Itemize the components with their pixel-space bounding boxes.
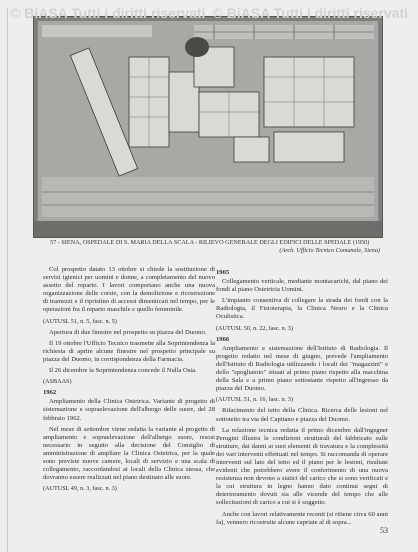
paragraph: La relazione tecnica redatta il primo dicembre dall'ingegner Perugini illustra le condizioni strutturali del fabbricato sulle strutture, dai danni ai suoi elementi di travatura e la complessità dei vari interventi effettuati nel tempo. Si raccomanda di operare interventi sul lato del tetto ed il piano per le lesioni, risultate evidenti che potrebbero avere il conferimento di una nuova resistenza non devono a statici del carico che si sono verificati e la cui struttura in legno hanno dato continui segni di deterioramento dovuti sia alle vicende del tempo che alle sollecitazioni di carico a cui si è soggetto. xyxy=(216,426,388,507)
paragraph: Ampliamento e sistemazione dell'Istituto di Radiologia. Il progetto redatto nel mese di giugno, prevede l'ampliamento dell'Istituto di Radiologia utilizzando i locali dei "magazzini" e dello "spogliatoio" situati al primo piano rispetto alla macchina della Sala e a primo piano sottostante rispetto all'ingresso da piazza del Duomo. xyxy=(216,344,388,393)
left-text-column xyxy=(43,266,215,496)
archive-reference: (AUTUSL 51, n. 16, fasc. n. 3) xyxy=(216,396,293,404)
plan-drawing xyxy=(34,17,382,237)
paragraph: Nel mese di settembre viene redatta la variante al progetto di ampliamento e sopraelevazione dell'albergo suore, resosi necessario in seguito alla decisione del Consiglio di amministrazione di ampliare la Clinica Ostetrica, per la quale sono previste nuove camere, locali di servizio e una scala di collegamento, raccordandosi ai locali della Clinica stessa, che dovranno essere realizzati nel piano destinato alle suore. xyxy=(43,425,215,482)
paragraph: Rifacimento del tetto della Clinica. Ricerca delle lesioni nel sottotetto tra via del Capitano e piazza del Duomo. xyxy=(216,407,388,423)
paragraph: Collegamento verticale, mediante montacarichi, dal piano dei fondi al piano Ostetricia Uomini. xyxy=(216,278,388,294)
year-heading: 1966 xyxy=(216,335,230,343)
page-number: 53 xyxy=(380,526,388,535)
right-text-column xyxy=(216,266,388,530)
figure-caption xyxy=(50,239,380,255)
paragraph: Il 19 ottobre l'Ufficio Tecnico trasmette alla Soprintendenza la richiesta di aprire alcune finestre nel prospetto principale su piazza del Duomo, in corrispondenza della Farmacia. xyxy=(43,339,215,363)
paragraph: Il 26 dicembre la Soprintendenza concede il Nulla Osta. xyxy=(49,367,197,375)
architectural-plan-image xyxy=(33,16,383,238)
archive-reference: (AUTUSL 50, n. 22, fasc. n. 3) xyxy=(216,324,293,332)
paragraph: Apertura di due finestre nel prospetto su piazza del Duomo. xyxy=(49,328,207,336)
paragraph: Col prospetto datato 13 ottobre si chiede la sostituzione di servizi igienici per uomini e donne, a completamento del nuovo assetto del reparto. I lavori comportano anche una nuova organizzazione delle corsie, con la demolizione e ricostruzione di tramezzi e il ripristino di accessi dimenticati nel tempo, per le operazioni fra il reparto maschile e quello femminile. xyxy=(43,266,215,314)
paragraph: L'impianto consentiva di collegare la strada dei fondi con la Radiologia, il Fisioterapia, la Clinica Neuro e la Clinica Oculistica. xyxy=(216,297,388,321)
paragraph: Ampliamento della Clinica Ostetrica. Variante di progetto di sistemazione e sopraelevazione dell'albergo delle suore, del 28 febbraio 1962. xyxy=(43,398,215,422)
year-heading: 1962 xyxy=(43,389,57,397)
watermark-left: © BiASA Tutti i diritti riservati xyxy=(10,5,206,21)
paragraph: Anche con lavori relativamente recenti (si ritiene circa 60 anni fa), vennero ricostruite alcune capriate al di sopra... xyxy=(216,510,388,526)
watermark-right: © BiASA Tutti i diritti riservati xyxy=(212,5,408,21)
caption-text: 57 - SIENA, OSPEDALE DI S. MARIA DELLA SCALA - RILIEVO GENERALE DEGLI EDIFICI DELLE SPEDALE (1950) xyxy=(50,239,370,246)
archive-reference: (AUTUSL 49, n. 3, fasc. n. 3) xyxy=(43,485,117,493)
archive-reference: (ASBAAS) xyxy=(43,378,72,386)
archive-reference: (AUTUSL 51, n. 5, fasc. n. 5) xyxy=(43,317,117,325)
watermark-bar xyxy=(0,0,418,26)
caption-credit: (Arch. Ufficio Tecnico Comunale, Siena) xyxy=(279,247,380,254)
year-heading: 1965 xyxy=(216,269,230,276)
